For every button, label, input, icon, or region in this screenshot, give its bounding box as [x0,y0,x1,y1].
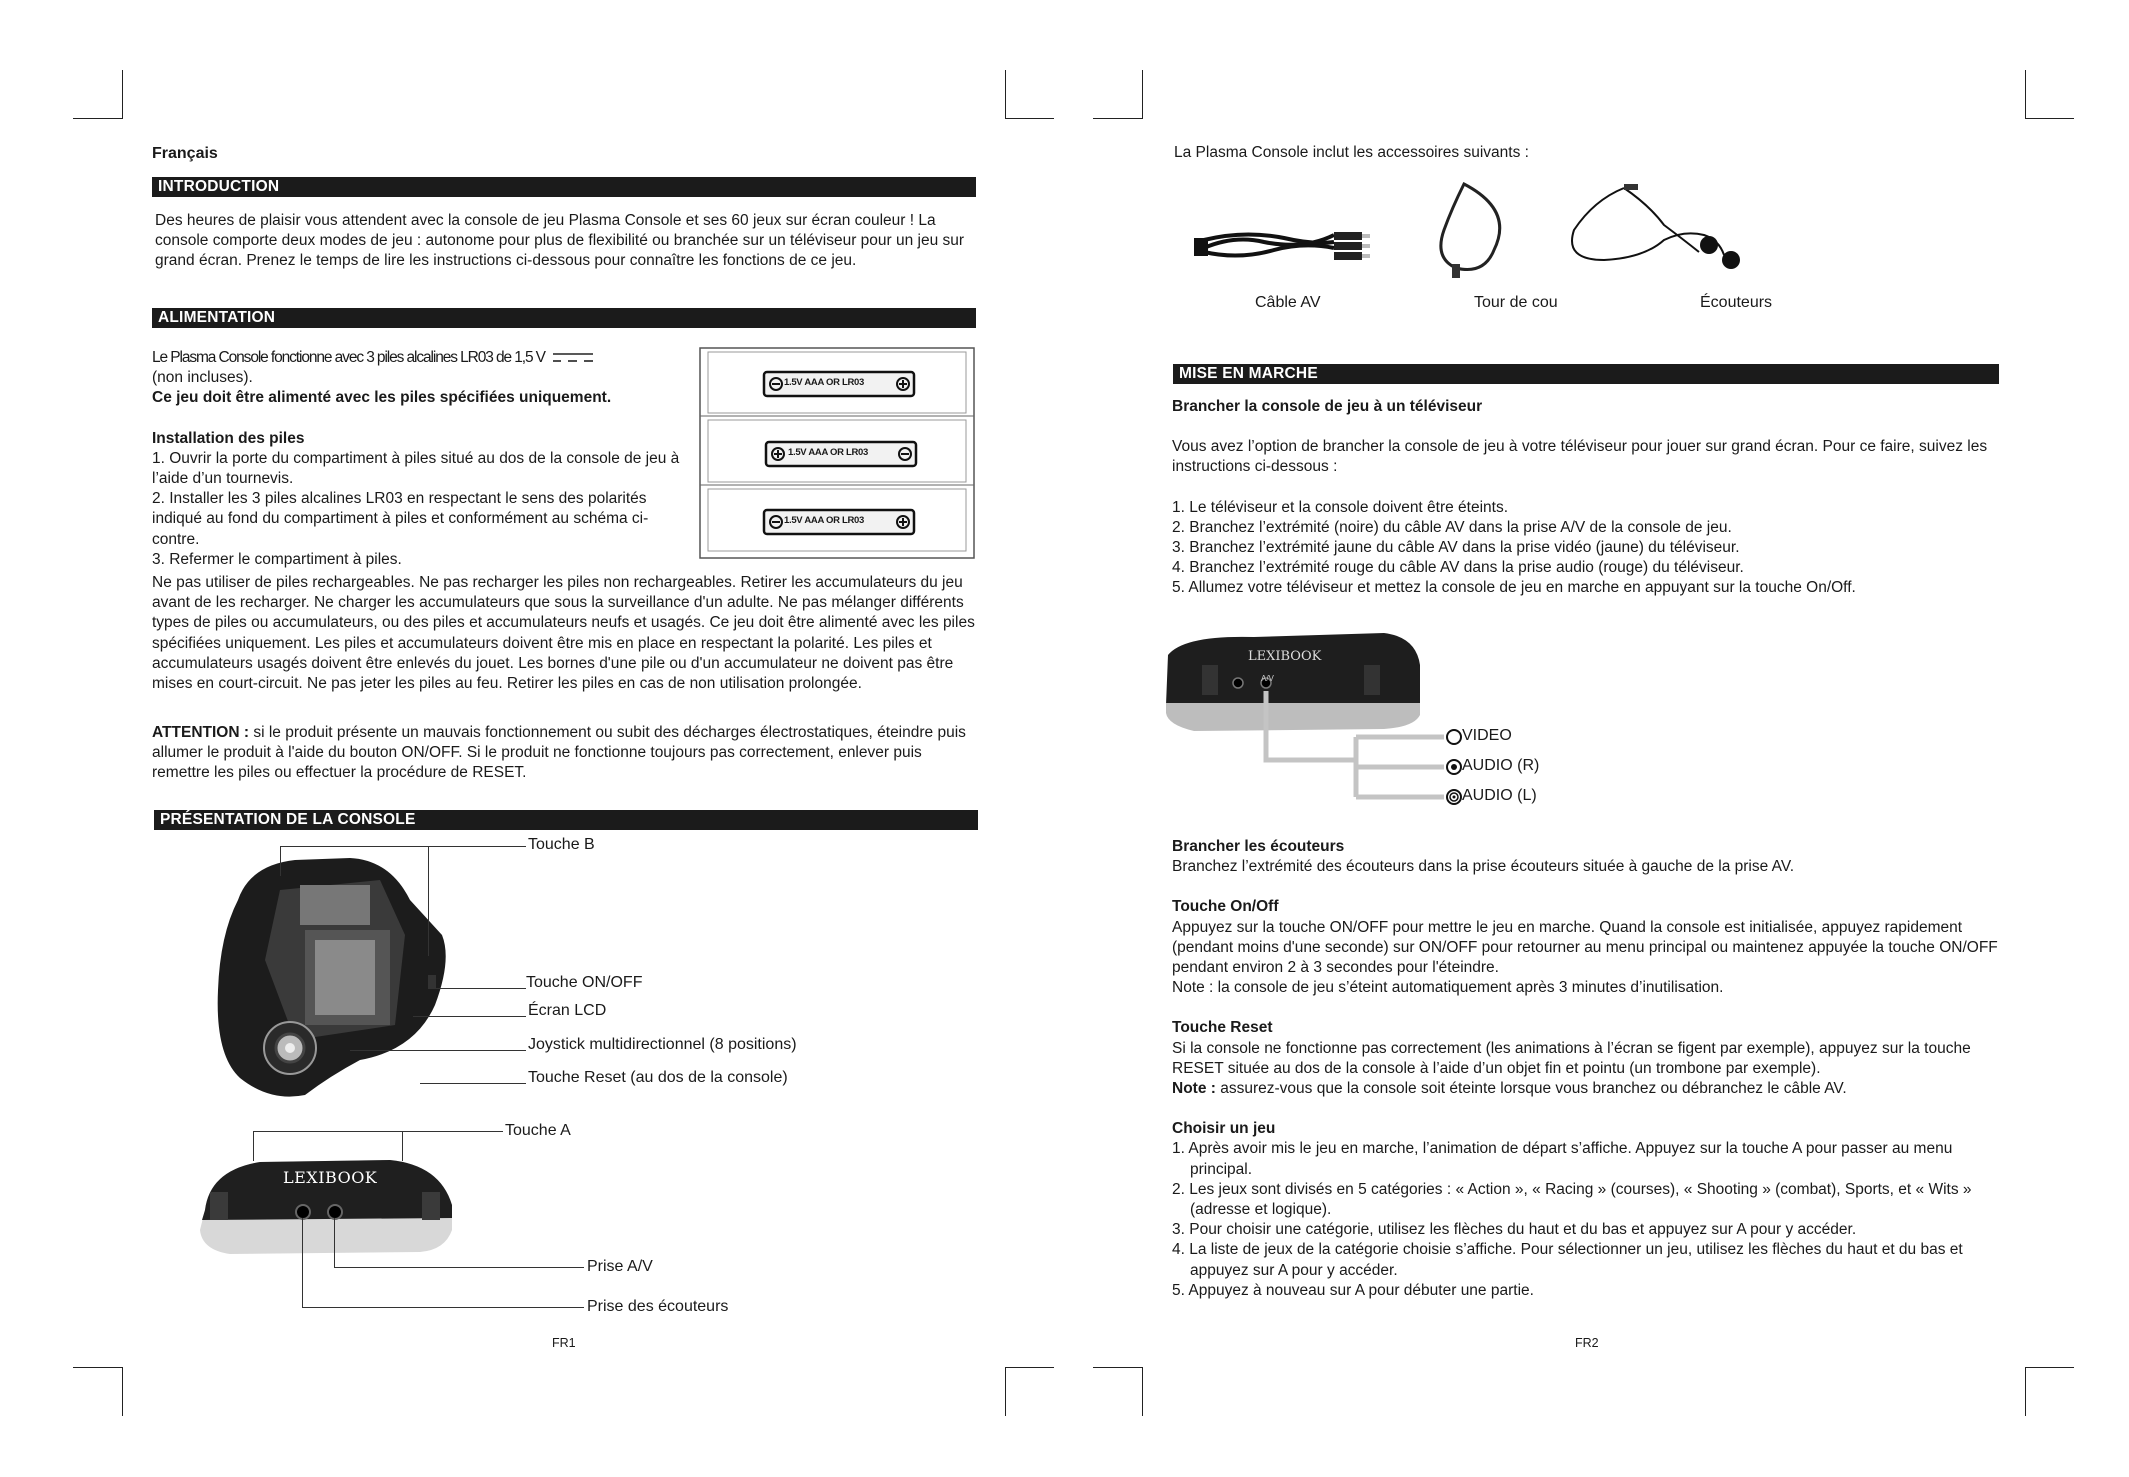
section-heading-introduction: INTRODUCTION [152,177,976,197]
section-heading-alimentation: ALIMENTATION [152,308,976,328]
label-touche-a: Touche A [505,1122,571,1139]
console-front-diagram [210,840,450,1105]
intro-text: Des heures de plaisir vous attendent avec la console de jeu Plasma Console et ses 60 jeux sur écran couleur ! La console comporte deux modes de jeu : autonome pour plus de flexibilité ou branchée sur un téléviseur pour un jeu sur grand écran. Prenez le temps de lire les instructions ci-dessous pour connaître les fonctions de ce jeu. [155,212,965,270]
page-number: FR1 [552,1336,576,1350]
power-block [152,348,692,570]
av-console-brand-logo: LEXIBOOK [1248,649,1322,664]
av-port-label: A/V [1261,674,1274,683]
page-number: FR2 [1575,1336,1599,1350]
onoff-text: Appuyez sur la touche ON/OFF pour mettre le jeu en marche. Quand la console est initialisée, appuyez rapidement (pendant moins d'une seconde) sur ON/OFF pour retourner au menu principal ou maintenez appuyée la touche ON/OFF pendant environ 2 à 3 secondes pour l'éteindre. [1172,918,1998,977]
label-touche-onoff: Touche ON/OFF [526,974,643,991]
console-brand-logo: LEXIBOOK [283,1168,378,1187]
startup-intro: Vous avez l’option de brancher la console de jeu à votre téléviseur pour jouer sur grand écran. Pour ce faire, suivez les instructions ci-dessous : [1172,438,1988,476]
label-prise-av: Prise A/V [587,1258,653,1275]
crop-mark [122,1367,123,1416]
startup-step-1: 1. Le téléviseur et la console doivent être éteints. [1172,498,1509,516]
crop-mark [2025,70,2026,119]
startup-step-2: 2. Branchez l’extrémité (noire) du câble AV dans la prise A/V de la console de jeu. [1172,518,1732,536]
choose-title: Choisir un jeu [1172,1120,1276,1138]
caption-cable-av: Câble AV [1255,294,1321,311]
lanyard-icon [1441,184,1500,278]
install-step-3: 3. Refermer le compartiment à piles. [152,550,402,568]
section-heading-console: PRÉSENTATION DE LA CONSOLE [154,810,978,830]
crop-mark [1005,70,1006,119]
startup-block [1172,397,2002,599]
reset-note-text: assurez-vous que la console soit éteinte lorsque vous branchez ou débranchez le câble AV. [1215,1080,1847,1098]
label-touche-b: Touche B [528,836,595,853]
startup-step-5: 5. Allumez votre téléviseur et mettez la console de jeu en marche en appuyant sur la touche On/Off. [1172,579,1856,597]
startup-subtitle: Brancher la console de jeu à un téléviseur [1172,398,1483,415]
onoff-note: Note : la console de jeu s’éteint automatiquement après 3 minutes d’inutilisation. [1172,979,1724,997]
reset-text: Si la console ne fonctionne pas correctement (les animations à l’écran se figent par exemple), appuyez sur la touche RESET située au dos de la console à l’aide d’un objet fin et pointu (un trombone par exemple). [1172,1039,1971,1077]
power-line1: Le Plasma Console fonctionne avec 3 piles alcalines LR03 de 1,5 V [152,349,545,366]
console-top-diagram [190,1150,460,1260]
crop-mark [1093,1367,1142,1368]
headphones-title: Brancher les écouteurs [1172,838,1345,855]
attention-text: si le produit présente un mauvais fonctionnement ou subit des décharges électrostatiques, éteindre puis allumer le produit à l'aide du bouton ON/OFF. Si le produit ne fonctionne toujours pas correctement, enlever puis remettre les piles ou effectuer la procédure de RESET. [152,724,966,782]
crop-mark [122,70,123,119]
av-cable-icon [1194,232,1370,260]
label-joystick: Joystick multidirectionnel (8 positions) [528,1036,797,1053]
attention-label: ATTENTION : [152,724,250,741]
caption-ecouteurs: Écouteurs [1700,294,1773,311]
battery-label-1: 1.5V AAA OR LR03 [784,377,865,388]
jack-audio-r: AUDIO (R) [1462,757,1540,774]
crop-mark [1142,1367,1143,1416]
install-title: Installation des piles [152,429,305,447]
section-heading-mise-en-marche: MISE EN MARCHE [1173,364,1999,384]
crop-mark [1093,118,1142,119]
reset-note-label: Note : [1172,1080,1216,1098]
choose-step-1: 1. Après avoir mis le jeu en marche, l’animation de départ s’affiche. Appuyez sur la touche A pour passer au menu principal. [1172,1140,1953,1178]
crop-mark [1005,1367,1054,1368]
attention-block [152,723,980,784]
crop-mark [2025,118,2074,119]
earphones-icon [1572,184,1740,269]
choose-step-2: 2. Les jeux sont divisés en 5 catégories : « Action », « Racing » (courses), « Shooting » (combat), Sports, et « Wits » (adresse et logique). [1172,1180,1972,1219]
dc-symbol-icon [551,352,595,364]
accessories-intro: La Plasma Console inclut les accessoires suivants : [1174,144,1529,161]
choose-step-4: 4. La liste de jeux de la catégorie choisie s’affiche. Pour sélectionner un jeu, utilisez les flèches du haut et du bas et appuyez sur A pour y accéder. [1172,1241,1963,1279]
battery-warning: Ne pas utiliser de piles rechargeables. Ne pas recharger les piles non rechargeables. Retirer les accumulateurs du jeu avant de les recharger. Ne charger les accumulateurs que sous la surveillance d'un adulte. Ne pas mélanger différents types de piles ou accumulateurs, ou des piles et accumulateurs neufs et usagés. Ce jeu doit être alimenté avec les piles spécifiées uniquement. Les piles et accumulateurs doivent être mis en place en respectant la polarité. Les piles et accumulateurs usagés doivent être enlevés du jouet. Les bornes d'une pile ou d'un accumulateur ne doivent pas être mises en court-circuit. Ne pas jeter les piles au feu. Retirer les piles en cas de non utilisation prolongée. [152,574,975,693]
caption-tour-de-cou: Tour de cou [1474,294,1558,311]
choose-step-5: 5. Appuyez à nouveau sur A pour débuter une partie. [1172,1281,1534,1299]
accessories-diagram [1194,180,1794,290]
crop-mark [1005,1367,1006,1416]
battery-label-2: 1.5V AAA OR LR03 [788,447,869,458]
crop-mark [2025,1367,2074,1368]
install-step-1: 1. Ouvrir la porte du compartiment à piles situé au dos de la console de jeu à l’aide d’un tournevis. [152,449,680,488]
startup-step-3: 3. Branchez l’extrémité jaune du câble AV dans la prise vidéo (jaune) du téléviseur. [1172,539,1740,557]
crop-mark [2025,1367,2026,1416]
label-touche-reset: Touche Reset (au dos de la console) [528,1069,788,1086]
reset-title: Touche Reset [1172,1019,1273,1037]
headphones-text: Branchez l’extrémité des écouteurs dans la prise écouteurs située à gauche de la prise AV. [1172,858,1795,876]
language-title: Français [152,145,218,162]
onoff-title: Touche On/Off [1172,898,1279,916]
choose-step-3: 3. Pour choisir une catégorie, utilisez les flèches du haut et du bas et appuyez sur A pour y accéder. [1172,1221,1857,1239]
startup-step-4: 4. Branchez l’extrémité rouge du câble AV dans la prise audio (rouge) du téléviseur. [1172,559,1744,577]
crop-mark [1142,70,1143,119]
label-ecran-lcd: Écran LCD [528,1002,607,1019]
jack-audio-l: AUDIO (L) [1462,787,1537,804]
battery-label-3: 1.5V AAA OR LR03 [784,515,865,526]
power-bold: Ce jeu doit être alimenté avec les piles spécifiées uniquement. [152,389,612,407]
crop-mark [73,118,122,119]
power-line2: (non incluses). [152,369,253,387]
crop-mark [73,1367,122,1368]
jack-video: VIDEO [1462,727,1512,744]
page-left [0,0,1064,1477]
label-prise-ecouteurs: Prise des écouteurs [587,1298,729,1315]
instructions-block [1172,837,2004,1301]
page-right [1064,0,2129,1477]
install-step-2: 2. Installer les 3 piles alcalines LR03 en respectant le sens des polarités indiqué au fond du compartiment à piles et conformément au schéma ci-contre. [152,490,649,548]
crop-mark [1005,118,1054,119]
tv-connection-diagram [1164,625,1624,805]
